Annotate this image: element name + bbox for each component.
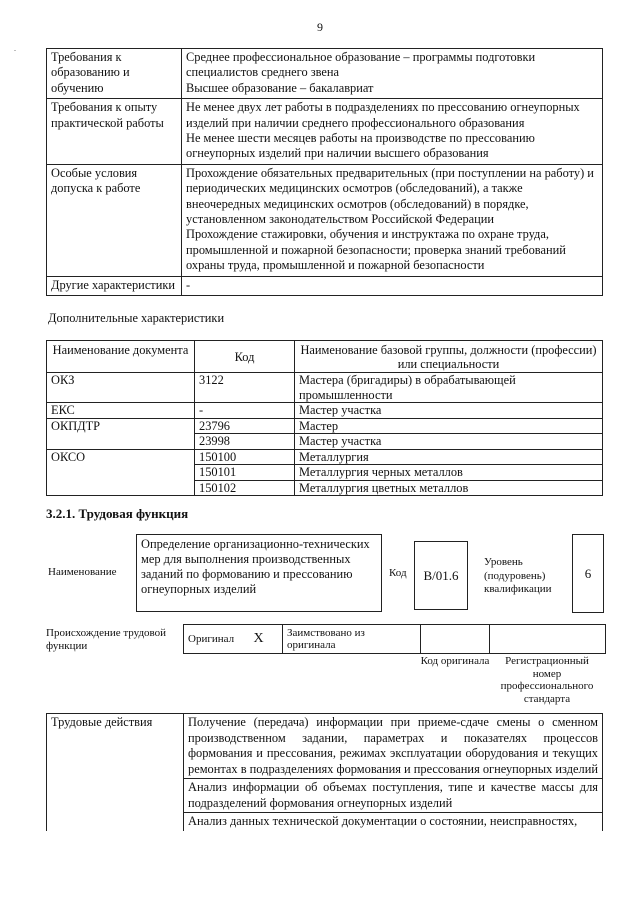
- row-label: Требования к образованию и обучению: [47, 49, 182, 99]
- row-value: [182, 164, 603, 276]
- row-value: -: [182, 276, 603, 295]
- action-item: Анализ данных технической документации о состоянии, неисправностях,: [184, 813, 603, 831]
- table-row: [47, 373, 603, 403]
- table-row: [47, 49, 603, 99]
- row-value: [182, 99, 603, 165]
- cell-code: 150102: [195, 480, 295, 496]
- row-label: Другие характеристики: [47, 276, 182, 295]
- cell-name: Металлургия черных металлов: [295, 465, 603, 481]
- function-code-box: В/01.6: [414, 541, 468, 610]
- cell-code: 3122: [195, 373, 295, 403]
- cell-name: Мастера (бригадиры) в обрабатывающей промышленности: [295, 373, 603, 403]
- header-name: Наименование базовой группы, должности (профессии) или специальности: [295, 341, 603, 373]
- table-header-row: [47, 341, 603, 373]
- code-label: Код: [389, 567, 407, 579]
- row-label: Требования к опыту практической работы: [47, 99, 182, 165]
- table-row: [47, 276, 603, 295]
- actions-label-cont: [47, 779, 184, 813]
- table-row: [47, 465, 603, 481]
- actions-label: Трудовые действия: [47, 714, 184, 779]
- cell-doc: ЕКС: [47, 403, 195, 419]
- header-code: Код: [195, 341, 295, 373]
- value-line: Не менее двух лет работы в подразделениях по прессованию огнеупорных изделий при наличии среднего профессионального образования: [186, 100, 580, 130]
- cell-code: 23998: [195, 434, 295, 450]
- origin-label: Происхождение трудовой функции: [46, 627, 167, 652]
- section-heading: 3.2.1. Трудовая функция: [46, 506, 189, 521]
- additional-table: [46, 340, 603, 496]
- action-item: Анализ информации об объемах поступления, типе и качестве массы для подразделений формования огнеупорных изделий: [184, 779, 603, 813]
- cell-doc: [47, 465, 195, 481]
- margin-mark: .: [14, 44, 16, 53]
- cell-doc: [47, 480, 195, 496]
- row-label: Особые условия допуска к работе: [47, 164, 182, 276]
- action-item: Получение (передача) информации при приеме-сдаче смены о сменном производственном задании, параметрах и показателях процессов формования и прессования, режимах эксплуатации оборудования и текущих ремонтах в подразделениях формования и прессования огнеупорных изделий: [184, 714, 603, 779]
- function-name-box: Определение организационно-технических мер для выполнения производственных заданий по формованию и прессованию огнеупорных изделий: [136, 534, 382, 612]
- table-row: [47, 779, 603, 813]
- table-row: [47, 813, 603, 831]
- value-line: Высшее образование – бакалавриат: [186, 80, 374, 95]
- reg-num-label: Регистрационный номер профессионального стандарта: [500, 655, 594, 705]
- cell-doc: ОКПДТР: [47, 418, 195, 434]
- reg-num-cell: [490, 625, 606, 654]
- level-label: [484, 556, 566, 597]
- table-row: [47, 403, 603, 419]
- function-name-label: Наименование: [48, 566, 117, 578]
- table-row: [47, 434, 603, 450]
- table-row: [47, 714, 603, 779]
- requirements-table: [46, 48, 603, 296]
- actions-label-cont: [47, 813, 184, 831]
- orig-code-label: Код оригинала: [420, 655, 490, 667]
- cell-doc: ОКСО: [47, 449, 195, 465]
- table-row: [47, 99, 603, 165]
- table-row: [47, 449, 603, 465]
- table-row: [184, 625, 606, 654]
- cell-code: 150100: [195, 449, 295, 465]
- cell-name: Металлургия цветных металлов: [295, 480, 603, 496]
- value-line: Среднее профессиональное образование – программы подготовки специалистов среднего звена: [186, 50, 536, 80]
- additional-title: Дополнительные характеристики: [48, 311, 225, 325]
- borrowed-label: Заимствовано из оригинала: [283, 625, 421, 654]
- cell-name: Мастер участка: [295, 403, 603, 419]
- cell-name: Мастер участка: [295, 434, 603, 450]
- table-row: [47, 480, 603, 496]
- table-row: [47, 164, 603, 276]
- cell-code: 150101: [195, 465, 295, 481]
- value-line: Прохождение стажировки, обучения и инструктажа по охране труда, промышленной и пожарной безопасности; проверка знаний требований охраны труда, промышленной и пожарной безопасности: [186, 227, 566, 273]
- cell-doc: ОКЗ: [47, 373, 195, 403]
- origin-table: [183, 624, 606, 654]
- level-box: 6: [572, 534, 604, 613]
- page-number: 9: [317, 20, 323, 34]
- cell-doc: [47, 434, 195, 450]
- header-document: Наименование документа: [47, 341, 195, 373]
- cell-name: Металлургия: [295, 449, 603, 465]
- cell-code: 23796: [195, 418, 295, 434]
- row-value: [182, 49, 603, 99]
- original-mark: X: [250, 625, 283, 654]
- value-line: Не менее шести месяцев работы на производстве по прессованию огнеупорных изделий при наличии высшего образования: [186, 131, 535, 161]
- orig-code-cell: [421, 625, 490, 654]
- value-line: Прохождение обязательных предварительных (при поступлении на работу) и периодических медицинских осмотров (обследований), а также внеочередных медицинских осмотров (обследований) в порядке, установленном законодательством Российской Федерации: [186, 165, 594, 227]
- table-row: [47, 418, 603, 434]
- cell-code: -: [195, 403, 295, 419]
- cell-name: Мастер: [295, 418, 603, 434]
- original-label: Оригинал: [184, 625, 250, 654]
- actions-table: [46, 713, 603, 831]
- level-label-text: Уровень (подуровень) квалификации: [484, 556, 552, 595]
